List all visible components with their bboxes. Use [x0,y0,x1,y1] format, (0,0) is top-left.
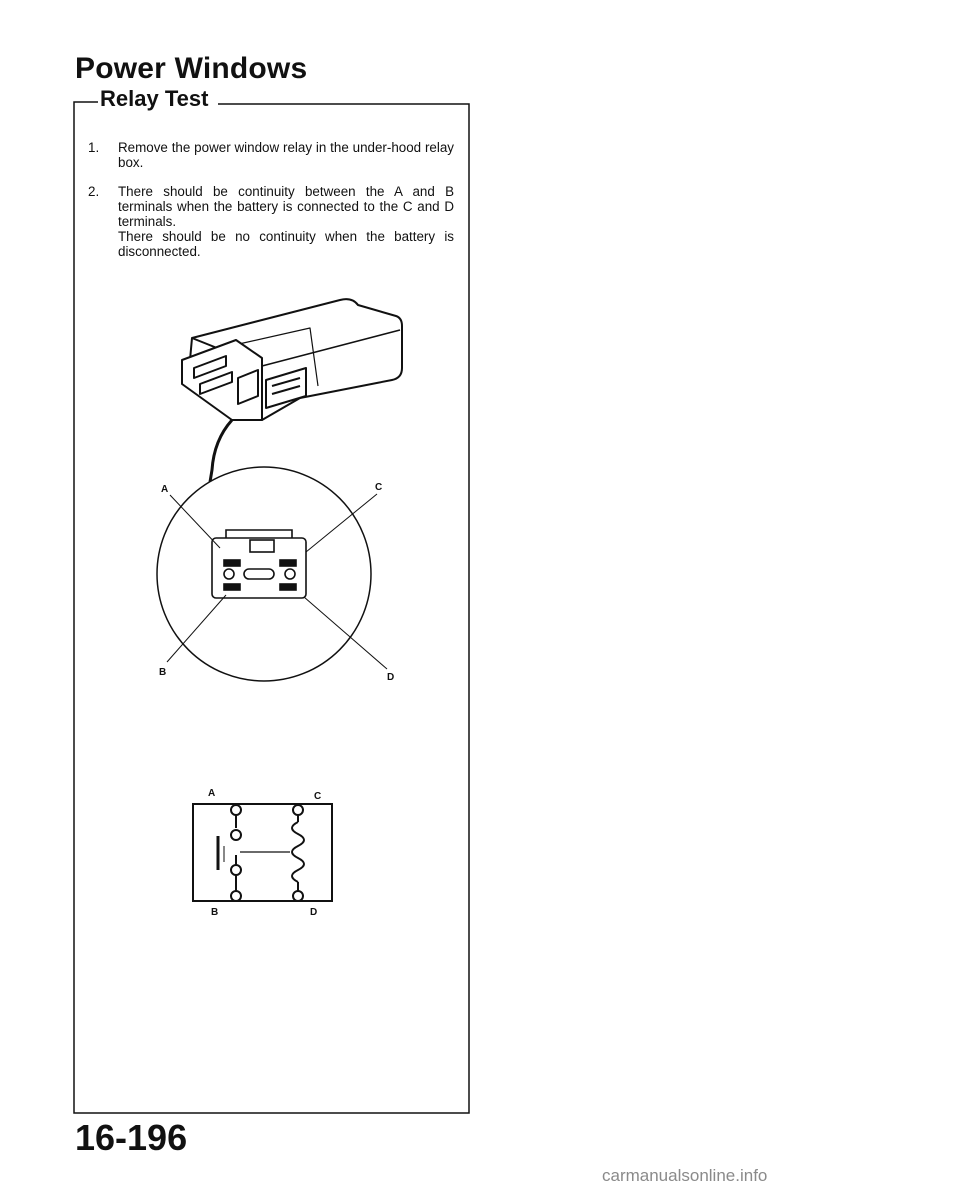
step-text: Remove the power window relay in the under-hood relay box. [118,140,454,170]
schematic-label-a: A [208,788,216,799]
section-title: Relay Test [100,86,209,111]
step-text: There should be continuity between the A and B terminals when the battery is connected to the C and D terminals. [118,184,454,229]
terminal-label-c: C [375,482,383,493]
page-title: Power Windows [75,52,308,85]
coil [292,822,304,882]
step-number: 2. [88,184,100,199]
schematic-label-c: C [314,791,322,802]
terminal-label-b: B [159,667,167,678]
page-number: 16-196 [75,1117,188,1158]
schematic-label-d: D [310,907,318,918]
step-number: 1. [88,140,100,155]
watermark: carmanualsonline.info [602,1166,768,1185]
schematic-label-b: B [211,907,219,918]
terminal-label-d: D [387,672,395,683]
terminal-label-a: A [161,484,169,495]
step-text: There should be no continuity when the battery is disconnected. [118,229,454,259]
